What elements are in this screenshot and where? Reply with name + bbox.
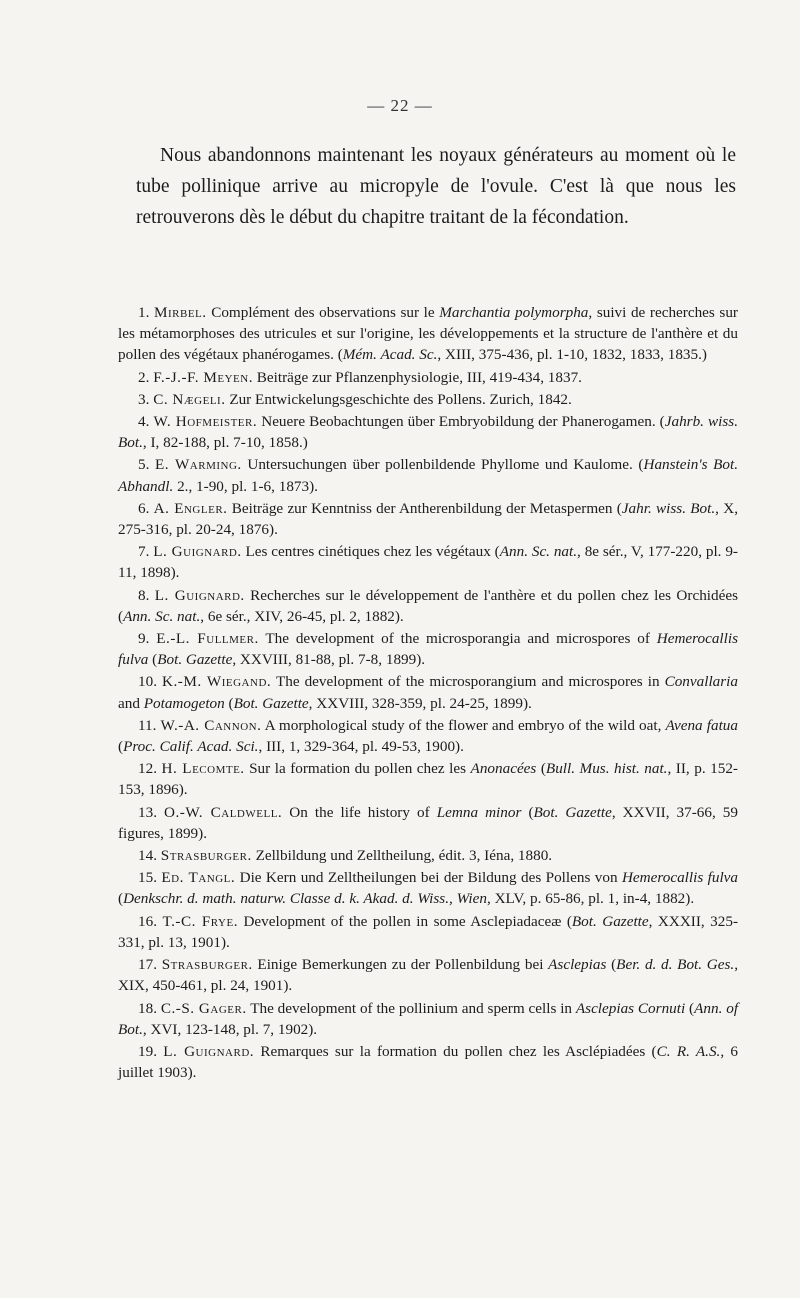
reference-italic: Marchantia polymorpha [439, 304, 589, 321]
reference-text: ( [606, 956, 617, 974]
reference-item [118, 585, 738, 627]
reference-italic: Bot. Gazette [157, 651, 233, 669]
reference-text: Neuere Beobachtungen über Embryobildung der Phanerogamen. ( [257, 413, 665, 431]
reference-text: Beiträge zur Pflanzenphysiologie, III, 419-434, 1837. [253, 368, 582, 386]
reference-text: , II, p. 152-153, 1896). [118, 760, 738, 799]
reference-text: , XVI, 123-148, pl. 7, 1902). [142, 1020, 318, 1038]
reference-italic: Ann. Sc. nat. [123, 607, 201, 625]
reference-number: 4. [138, 413, 154, 431]
reference-author: A. Engler. [153, 499, 228, 517]
reference-text: Untersuchungen über pollenbildende Phyllome und Kaulome. ( [241, 456, 644, 474]
reference-number: 1. [138, 304, 154, 321]
reference-italic: Bot. Gazette [571, 912, 649, 930]
reference-item [118, 367, 738, 388]
reference-text: Zur Entwickelungsgeschichte des Pollens. Zurich, 1842. [225, 390, 572, 408]
reference-author: W.-A. Cannon. [160, 716, 262, 734]
reference-italic: Convallaria [664, 673, 738, 691]
reference-text: Les centres cinétiques chez les végétaux ( [241, 543, 500, 561]
reference-text: On the life history of [282, 803, 437, 821]
reference-text: , 6e sér., XIV, 26-45, pl. 2, 1882). [200, 607, 404, 625]
reference-italic: Hanstein's Bot. Abhandl. [118, 456, 739, 495]
reference-italic: Denkschr. d. math. naturw. Classe d. k. Akad. d. Wiss., Wien [123, 890, 487, 908]
reference-author: F.-J.-F. Meyen. [153, 368, 253, 386]
reference-text: ( [536, 760, 546, 778]
reference-author: E. Warming. [155, 456, 242, 474]
reference-text: , XXXII, 325-331, pl. 13, 1901). [118, 912, 739, 951]
reference-number: 15. [138, 869, 162, 887]
reference-author: C. Nægeli. [153, 390, 226, 408]
reference-author: Ed. Tangl. [161, 869, 236, 887]
reference-item [118, 1041, 738, 1083]
reference-italic: Anonacées [470, 760, 537, 778]
reference-item [118, 845, 738, 866]
reference-number: 2. [138, 368, 154, 386]
reference-author: C.-S. Gager. [160, 999, 247, 1017]
reference-italic: Hemerocallis fulva [118, 630, 738, 669]
reference-italic: Bot. Gazette [233, 694, 309, 712]
reference-italic: Jahr. wiss. Bot. [621, 499, 716, 517]
reference-item [118, 671, 738, 713]
reference-item [118, 802, 738, 844]
reference-italic: Lemna minor [436, 803, 522, 821]
reference-text: , XXVIII, 328-359, pl. 24-25, 1899). [308, 694, 532, 712]
reference-item [118, 954, 738, 996]
reference-italic: Bot. Gazette [533, 803, 612, 821]
reference-number: 19. [138, 1042, 164, 1060]
reference-item [118, 911, 738, 953]
reference-number: 11. [138, 716, 161, 734]
reference-italic: Asclepias [548, 956, 607, 974]
reference-text: , 8e sér., V, 177-220, pl. 9-11, 1898). [118, 543, 738, 582]
reference-text: Recherches sur le développement de l'anthère et du pollen chez les Orchidées ( [118, 586, 738, 625]
reference-author: L. Guignard. [163, 1042, 255, 1060]
reference-author: L. Guignard. [154, 586, 245, 604]
reference-author: O.-W. Caldwell. [164, 803, 283, 821]
reference-text: 2., 1-90, pl. 1-6, 1873). [173, 477, 318, 495]
reference-italic: Ann. of Bot. [118, 999, 739, 1038]
reference-number: 9. [138, 630, 157, 648]
reference-item [118, 302, 738, 366]
reference-text: Beiträge zur Kenntniss der Antherenbildung der Metaspermen ( [227, 499, 622, 517]
reference-text: , XXVIII, 81-88, pl. 7-8, 1899). [232, 651, 426, 669]
reference-item [118, 998, 738, 1040]
reference-text: , XIII, 375-436, pl. 1-10, 1832, 1833, 1835.) [437, 346, 707, 364]
reference-text: ( [118, 890, 124, 908]
reference-text: , 6 juillet 1903). [118, 1042, 738, 1082]
reference-text: , III, 1, 329-364, pl. 49-53, 1900). [258, 738, 464, 756]
reference-text: ( [521, 803, 534, 821]
reference-item [118, 411, 738, 453]
reference-number: 13. [138, 803, 165, 821]
reference-author: W. Hofmeister. [153, 413, 258, 431]
reference-author: T.-C. Frye. [162, 912, 238, 930]
reference-text: Einige Bemerkungen zu der Pollenbildung bei [252, 956, 549, 974]
reference-item [118, 454, 738, 496]
reference-italic: Avena fatua [665, 716, 738, 734]
reference-number: 3. [138, 390, 154, 408]
reference-italic: Mém. Acad. Sc. [342, 346, 438, 364]
reference-item [118, 541, 738, 583]
reference-text: , XXVII, 37-66, 59 figures, 1899). [118, 803, 738, 842]
reference-text: Die Kern und Zelltheilungen bei der Bildung des Pollens von [235, 869, 622, 887]
page-number: — 22 — [367, 96, 433, 115]
reference-number: 16. [138, 912, 163, 930]
reference-text: Development of the pollen in some Asclepiadaceæ ( [238, 912, 572, 930]
reference-text: , X, 275-316, pl. 20-24, 1876). [118, 499, 738, 539]
reference-author: Strasburger. [160, 847, 252, 865]
reference-text: A morphological study of the flower and embryo of the wild oat, [261, 716, 666, 734]
reference-text: , XLV, p. 65-86, pl. 1, in-4, 1882). [486, 890, 695, 908]
reference-text: The development of the microsporangium and microspores in [271, 673, 665, 691]
reference-author: Strasburger. [161, 956, 253, 974]
reference-text: and [118, 694, 144, 712]
reference-item [118, 498, 738, 540]
reference-text: Zellbildung und Zelltheilung, édit. 3, Iéna, 1880. [251, 847, 553, 865]
reference-number: 6. [138, 499, 154, 517]
reference-item [118, 758, 738, 800]
reference-text: Complément des observations sur le [206, 304, 440, 321]
reference-text: The development of the microsporangia and microspores of [258, 630, 657, 648]
reference-number: 5. [138, 456, 156, 474]
reference-author: E.-L. Fullmer. [156, 630, 259, 648]
reference-text: ( [148, 651, 158, 669]
reference-text: ( [118, 738, 124, 756]
reference-text: Sur la formation du pollen chez les [244, 760, 471, 778]
reference-text: ( [224, 694, 234, 712]
reference-author: L. Guignard. [153, 543, 242, 561]
reference-number: 14. [138, 847, 161, 865]
reference-item [118, 867, 738, 909]
reference-text: Remarques sur la formation du pollen chez les Asclépiadées ( [254, 1042, 657, 1060]
references-list [118, 302, 738, 1084]
reference-author: H. Lecomte. [161, 760, 245, 778]
reference-italic: Asclepias Cornuti [575, 999, 686, 1017]
reference-text: , suivi de recherches sur les métamorphoses des utricules et sur l'origine, les développements et la structure de l'anthère et du pollen des végétaux phanérogames. ( [118, 304, 738, 364]
reference-text: ( [685, 999, 695, 1017]
reference-number: 17. [138, 956, 162, 974]
reference-italic: Bull. Mus. hist. nat. [545, 760, 668, 778]
reference-number: 8. [138, 586, 155, 604]
reference-italic: Proc. Calif. Acad. Sci. [123, 738, 259, 756]
reference-item [118, 389, 738, 410]
reference-item [118, 628, 738, 670]
reference-author: K.-M. Wiegand. [162, 673, 272, 691]
reference-text: , XIX, 450-461, pl. 24, 1901). [118, 956, 739, 995]
reference-number: 18. [138, 999, 161, 1017]
reference-item [118, 715, 738, 757]
reference-number: 10. [138, 673, 163, 691]
reference-text: The development of the pollinium and sperm cells in [246, 999, 576, 1017]
reference-number: 12. [138, 760, 162, 778]
reference-number: 7. [138, 543, 154, 561]
intro-paragraph: Nous abandonnons maintenant les noyaux générateurs au moment où le tube pollinique arrive au micropyle de l'ovule. C'est là que nous les retrouverons dès le début du chapitre traitant de la fécondation. [136, 145, 736, 228]
reference-italic: Jahrb. wiss. Bot. [118, 413, 739, 452]
reference-author: Mirbel. [154, 304, 207, 321]
reference-text: , I, 82-188, pl. 7-10, 1858.) [142, 434, 308, 452]
reference-italic: Potamogeton [143, 694, 225, 712]
reference-italic: C. R. A.S. [656, 1042, 721, 1060]
reference-italic: Ann. Sc. nat. [499, 543, 578, 561]
reference-italic: Hemerocallis fulva [621, 869, 739, 887]
reference-italic: Ber. d. d. Bot. Ges. [616, 956, 735, 974]
